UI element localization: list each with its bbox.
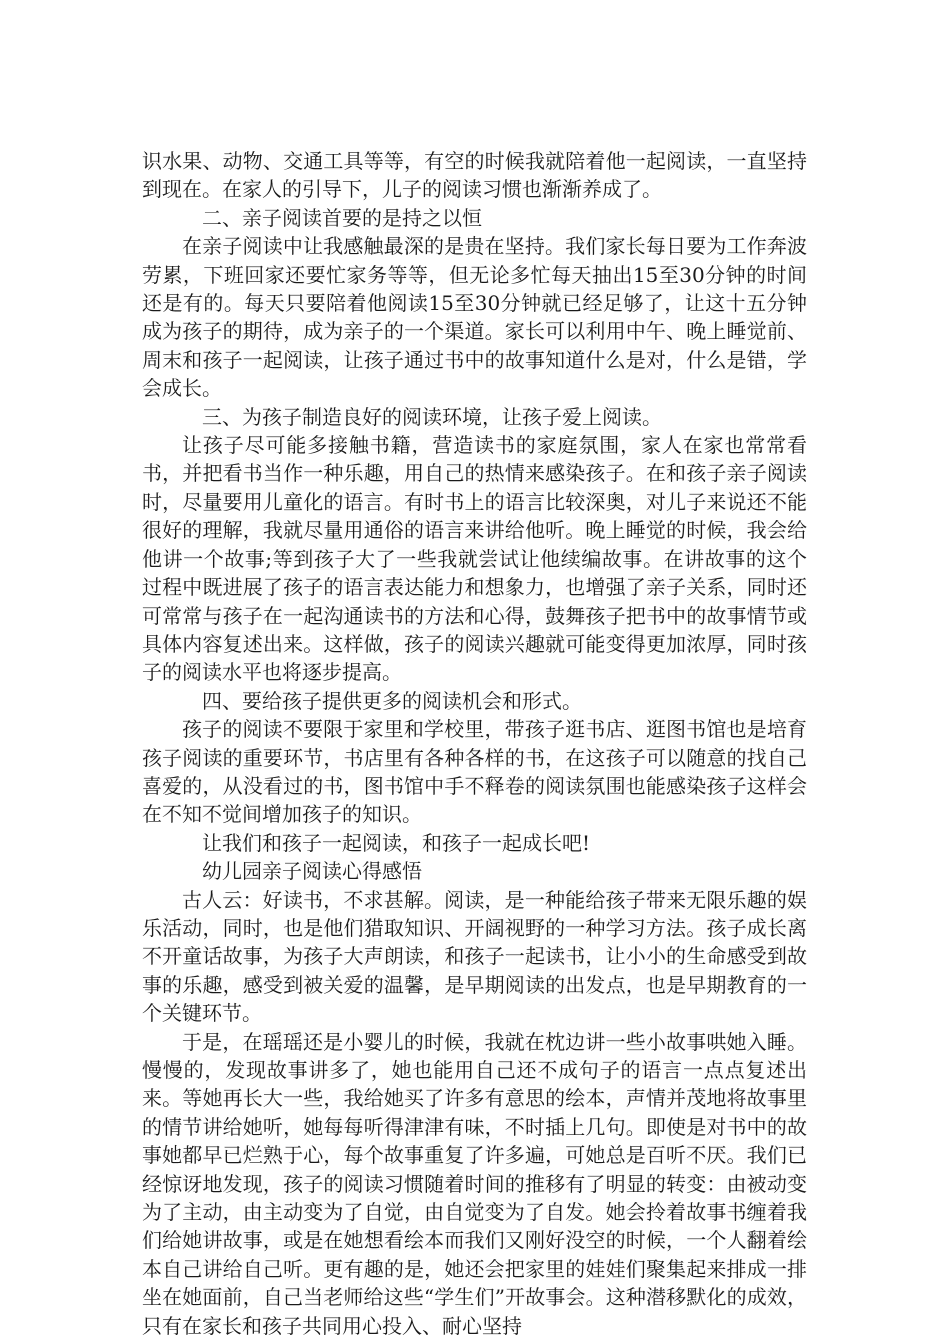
paragraph-persistence: 在亲子阅读中让我感触最深的是贵在坚持。我们家长每日要为工作奔波劳累，下班回家还要忙家务等等，但无论多忙每天抽出15至30分钟的时间还是有的。每天只要陪着他阅读15至30分钟就已经足够了，让这十五分钟成为孩子的期待，成为亲子的一个渠道。家长可以利用中午、晚上睡觉前、周末和孩子一起阅读，让孩子通过书中的故事知道什么是对，什么是错，学会成长。 <box>142 234 807 401</box>
paragraph-intro: 古人云：好读书，不求甚解。阅读，是一种能给孩子带来无限乐趣的娱乐活动，同时，也是他们猎取知识、开阔视野的一种学习方法。孩子成长离不开童话故事，为孩子大声朗读，和孩子一起读书，让小小的生命感受到故事的乐趣，感受到被关爱的温馨，是早期阅读的出发点，也是早期教育的一个关键环节。 <box>142 887 807 1026</box>
section-heading-environment: 三、为孩子制造良好的阅读环境，让孩子爱上阅读。 <box>202 404 662 429</box>
section-heading-persistence: 二、亲子阅读首要的是持之以恒 <box>202 205 482 230</box>
section-heading-opportunities: 四、要给孩子提供更多的阅读机会和形式。 <box>202 688 582 713</box>
paragraph-story: 于是，在瑶瑶还是小婴儿的时候，我就在枕边讲一些小故事哄她入睡。慢慢的，发现故事讲多了，她也能用自己还不成句子的语言一点点复述出来。等她再长大一些，我给她买了许多有意思的绘本，声情并茂地将故事里的情节讲给她听，她每每听得津津有味，不时插上几句。即使是对书中的故事她都早已烂熟于心，每个故事重复了许多遍，可她总是百听不厌。我们已经惊讶地发现，孩子的阅读习惯随着时间的推移有了明显的转变：由被动变为了主动，由主动变为了自觉，由自觉变为了自发。她会拎着故事书缠着我们给她讲故事，或是在她想看绘本而我们又刚好没空的时候，一个人翻着绘本自己讲给自己听。更有趣的是，她还会把家里的娃娃们聚集起来排成一排坐在她面前，自己当老师给这些“学生们”开故事会。这种潜移默化的成效，只有在家长和孩子共同用心投入、耐心坚持 <box>142 1029 807 1338</box>
document-page <box>142 147 807 1340</box>
paragraph-continuation: 识水果、动物、交通工具等等，有空的时候我就陪着他一起阅读，一直坚持到现在。在家人的引导下，儿子的阅读习惯也渐渐养成了。 <box>142 149 807 202</box>
paragraph-environment: 让孩子尽可能多接触书籍，营造读书的家庭氛围，家人在家也常常看书，并把看书当作一种乐趣，用自己的热情来感染孩子。在和孩子亲子阅读时，尽量要用儿童化的语言。有时书上的语言比较深奥，对儿子来说还不能很好的理解，我就尽量用通俗的语言来讲给他听。晚上睡觉的时候，我会给他讲一个故事;等到孩子大了一些我就尝试让他续编故事。在讲故事的这个过程中既进展了孩子的语言表达能力和想象力，也增强了亲子关系，同时还可常常与孩子在一起沟通读书的方法和心得，鼓舞孩子把书中的故事情节或具体内容复述出来。这样做，孩子的阅读兴趣就可能变得更加浓厚，同时孩子的阅读水平也将逐步提高。 <box>142 433 807 685</box>
paragraph-opportunities: 孩子的阅读不要限于家里和学校里，带孩子逛书店、逛图书馆也是培育孩子阅读的重要环节，书店里有各种各样的书，在这孩子可以随意的找自己喜爱的，从没看过的书，图书馆中手不释卷的阅读氛围也能感染孩子这样会在不知不觉间增加孩子的知识。 <box>142 717 807 827</box>
article-title: 幼儿园亲子阅读心得感悟 <box>202 859 422 884</box>
closing-line: 让我们和孩子一起阅读，和孩子一起成长吧! <box>202 830 591 855</box>
